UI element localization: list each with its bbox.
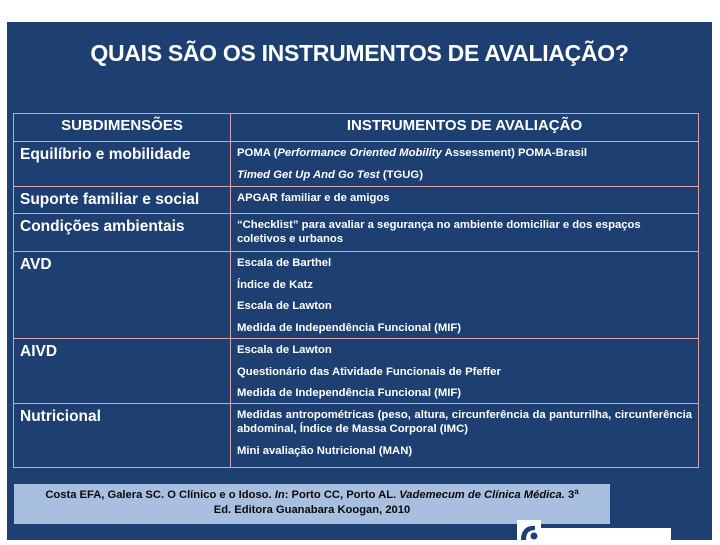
instrument-item xyxy=(237,168,692,182)
citation-line-1 xyxy=(14,488,610,503)
instruments-cell xyxy=(231,187,699,214)
instrument-text: Assessment) POMA-Brasil xyxy=(441,147,588,159)
instruments-table xyxy=(13,113,699,468)
instrument-item: Escala de Barthel xyxy=(237,257,332,269)
header-instruments: INSTRUMENTOS DE AVALIAÇÃO xyxy=(231,114,699,142)
citation-in-label: In xyxy=(274,489,285,501)
instrument-item: Mini avaliação Nutricional (MAN) xyxy=(237,444,413,457)
instrument-item xyxy=(237,146,692,160)
table-row xyxy=(14,339,699,404)
instrument-item: Medida de Independência Funcional (MIF) xyxy=(237,321,462,334)
instruments-cell xyxy=(231,339,699,404)
instrument-text: POMA ( xyxy=(237,147,278,159)
instrument-item: Medida de Independência Funcional (MIF) xyxy=(237,387,462,399)
instruments-cell xyxy=(231,404,699,468)
citation-box xyxy=(14,484,610,524)
slide-title: QUAIS SÃO OS INSTRUMENTOS DE AVALIAÇÃO? xyxy=(90,40,629,66)
logo-strip xyxy=(541,528,671,540)
instrument-item: “Checklist” para avaliar a segurança no ambiente domiciliar e dos espaços coletivos e urbanos xyxy=(237,219,641,245)
subdimension-cell: Suporte familiar e social xyxy=(14,187,231,214)
instrument-item: Escala de Lawton xyxy=(237,300,332,312)
instrument-item: Medidas antropométricas (peso, altura, circunferência da panturrilha, circunferência abdominal, Índice de Massa Corporal (IMC) xyxy=(237,409,692,435)
instrument-text: (TGUG) xyxy=(379,168,423,181)
table-row xyxy=(14,214,699,252)
subdimension-cell: Nutricional xyxy=(14,404,231,468)
instrument-text-italic: Performance Oriented Mobility xyxy=(277,147,442,159)
table-row xyxy=(14,142,699,187)
table-row xyxy=(14,404,699,468)
instrument-text-italic: Timed Get Up And Go Test xyxy=(237,168,380,181)
table-row xyxy=(14,187,699,214)
instrument-item: Índice de Katz xyxy=(237,278,313,291)
header-subdimensions: SUBDIMENSÕES xyxy=(14,114,231,142)
table-header-row xyxy=(14,114,699,142)
citation-line-2: Ed. Editora Guanabara Koogan, 2010 xyxy=(213,504,411,516)
instruments-cell xyxy=(231,214,699,252)
slide xyxy=(7,22,712,540)
instrument-item: Escala de Lawton xyxy=(237,344,332,356)
instrument-item: APGAR familiar e de amigos xyxy=(237,192,390,204)
subdimension-cell: AIVD xyxy=(14,339,231,404)
logo-icon xyxy=(517,520,541,540)
instrument-item: Questionário das Atividade Funcionais de Pfeffer xyxy=(237,365,501,378)
subdimension-cell: AVD xyxy=(14,252,231,339)
table-row xyxy=(14,252,699,339)
citation-edition-superscript: a xyxy=(574,487,579,496)
subdimension-cell: Equilíbrio e mobilidade xyxy=(14,142,231,187)
citation-edition: 3 xyxy=(564,489,575,501)
citation-book-title: Vademecum de Clínica Médica. xyxy=(399,489,565,501)
subdimension-cell: Condições ambientais xyxy=(14,214,231,252)
citation-text: : Porto CC, Porto AL. xyxy=(284,489,400,501)
citation-text: Costa EFA, Galera SC. O Clínico e o Idoso. xyxy=(45,489,275,501)
instruments-cell xyxy=(231,142,699,187)
instruments-cell xyxy=(231,252,699,339)
